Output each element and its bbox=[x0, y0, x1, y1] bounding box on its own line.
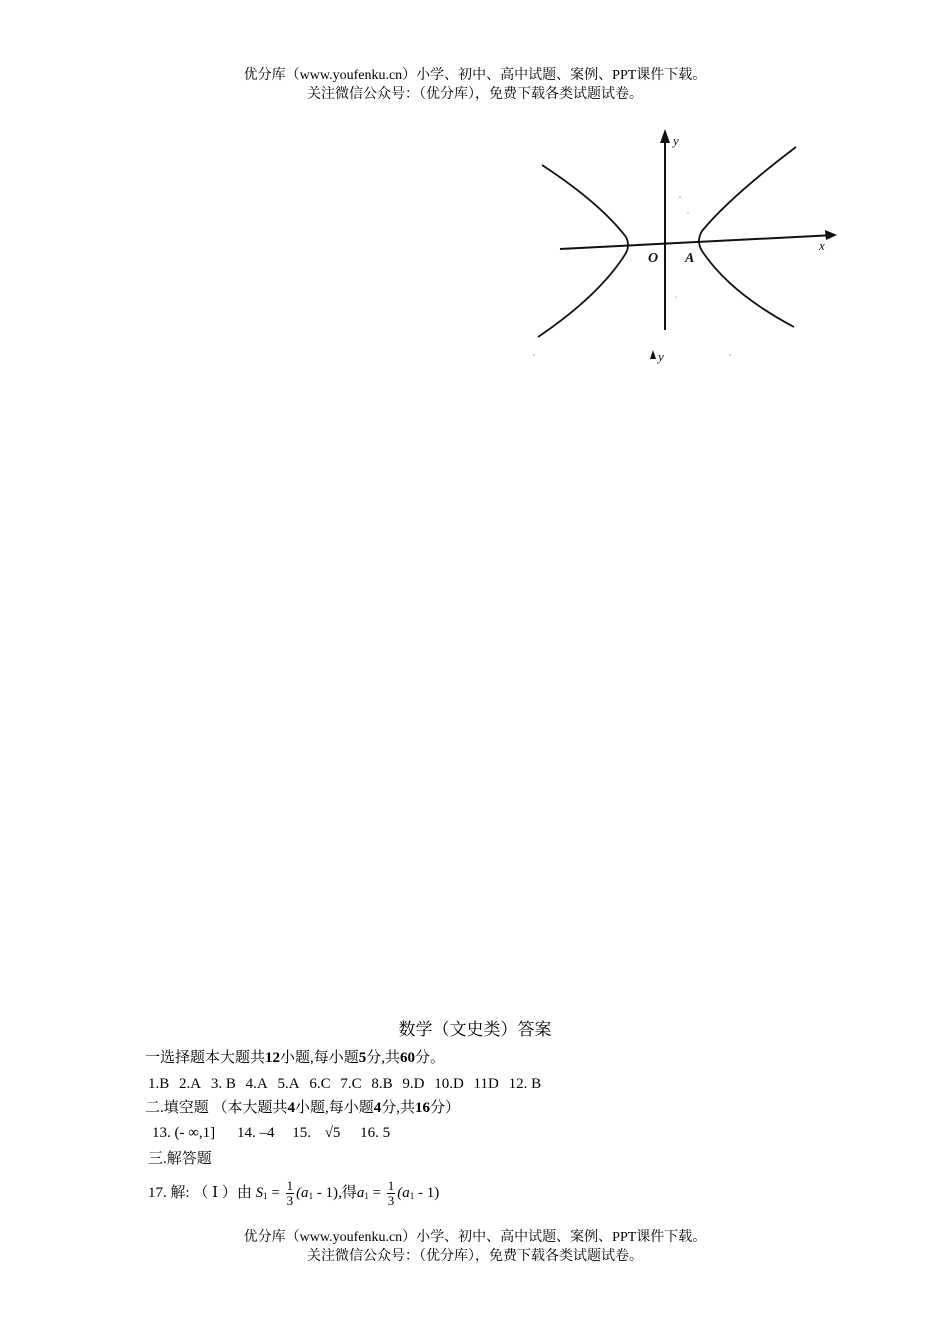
section-2-points-each: 4 bbox=[373, 1100, 382, 1116]
q17-frac-den: 3 bbox=[286, 1193, 294, 1209]
choice-answer: 12. B bbox=[508, 1076, 542, 1092]
footer-line-1: 优分库（www.youfenku.cn）小学、初中、高中试题、案例、PPT课件下载。 bbox=[243, 1230, 707, 1245]
choice-answer: 5.A bbox=[277, 1076, 300, 1092]
q17-a-var: a bbox=[356, 1185, 365, 1201]
q17-expr2-a: (a bbox=[397, 1185, 410, 1201]
q17-expr2-sub: 1 bbox=[409, 1191, 415, 1201]
section-1-points-each: 5 bbox=[358, 1050, 367, 1066]
fill-answers bbox=[152, 1123, 390, 1143]
section-2-text-c: 分,共 bbox=[381, 1100, 416, 1116]
choice-answers bbox=[148, 1074, 547, 1094]
x-axis bbox=[560, 235, 835, 249]
section-2-text-d: 分） bbox=[430, 1100, 461, 1116]
footer-line-2: 关注微信公众号：（优分库），免费下载各类试题试卷。 bbox=[307, 1249, 643, 1264]
q15-value: √5 bbox=[324, 1125, 341, 1141]
x-axis-label: x bbox=[819, 238, 825, 253]
point-a-label: A bbox=[685, 251, 695, 266]
section-2-text-a: 二.填空题 （本大题共 bbox=[145, 1100, 288, 1116]
choice-answer: 8.B bbox=[371, 1076, 393, 1092]
q17-eq: = bbox=[271, 1185, 280, 1201]
section-2-total: 16 bbox=[415, 1100, 431, 1116]
q13-label: 13. bbox=[152, 1125, 171, 1141]
q17-expr-end: - 1) bbox=[316, 1185, 339, 1201]
choice-answer: 4.A bbox=[245, 1076, 268, 1092]
q14-answer: 14. –4 bbox=[236, 1125, 275, 1141]
q17-s-var: S bbox=[255, 1185, 264, 1201]
q17-frac2-num: 1 bbox=[387, 1178, 395, 1194]
q17-s-sub: 1 bbox=[263, 1191, 268, 1201]
choice-answer: 10.D bbox=[434, 1076, 464, 1092]
q17-fraction bbox=[286, 1179, 295, 1208]
hyperbola-left-branch bbox=[538, 165, 628, 337]
q17-eq2: = bbox=[372, 1185, 382, 1201]
choice-answer: 11D bbox=[473, 1076, 499, 1092]
q17-expr-a: (a bbox=[296, 1185, 309, 1201]
section-3-heading: 三.解答题 bbox=[148, 1151, 212, 1167]
q17-intro: 17. 解: （ Ⅰ ）由 bbox=[148, 1185, 252, 1201]
q17-a-sub: 1 bbox=[364, 1191, 369, 1201]
choice-answer: 9.D bbox=[402, 1076, 425, 1092]
q17-expr2-end: - 1) bbox=[418, 1185, 440, 1201]
q17-fraction-2 bbox=[387, 1179, 396, 1208]
choice-answer: 3. B bbox=[210, 1076, 236, 1092]
section-1-text-d: 分。 bbox=[415, 1050, 446, 1066]
origin-label: O bbox=[648, 251, 659, 266]
choice-answer: 1.B bbox=[148, 1076, 170, 1092]
section-2-text-b: 小题,每小题 bbox=[295, 1100, 374, 1116]
x-axis-arrow bbox=[825, 230, 837, 240]
page-footer bbox=[0, 1228, 950, 1266]
q17-frac-num: 1 bbox=[286, 1178, 294, 1194]
q17-solution bbox=[148, 1176, 439, 1213]
q13-value: (- ∞,1] bbox=[174, 1125, 216, 1141]
section-1-count: 12 bbox=[265, 1050, 281, 1066]
choice-answer: 2.A bbox=[179, 1076, 202, 1092]
section-2-count: 4 bbox=[287, 1100, 296, 1116]
q16-answer: 16. 5 bbox=[360, 1125, 391, 1141]
y-axis-label: y bbox=[673, 133, 679, 148]
section-2-heading bbox=[145, 1098, 460, 1118]
q17-frac2-den: 3 bbox=[387, 1193, 395, 1209]
bottom-arrow-mark bbox=[650, 350, 656, 359]
section-1-heading bbox=[145, 1048, 445, 1068]
header-line-1: 优分库（www.youfenku.cn）小学、初中、高中试题、案例、PPT课件下载。 bbox=[243, 68, 707, 83]
choice-answer: 7.C bbox=[340, 1076, 362, 1092]
section-1-text-b: 小题,每小题 bbox=[280, 1050, 359, 1066]
page-header bbox=[0, 66, 950, 104]
choice-answer: 6.C bbox=[309, 1076, 331, 1092]
hyperbola-figure bbox=[530, 125, 850, 365]
section-1-total: 60 bbox=[400, 1050, 416, 1066]
answers-title: 数学（文史类）答案 bbox=[398, 1020, 552, 1039]
header-line-2: 关注微信公众号：（优分库），免费下载各类试题试卷。 bbox=[307, 87, 643, 102]
y-axis-arrow bbox=[660, 129, 670, 143]
section-1-text-c: 分,共 bbox=[366, 1050, 401, 1066]
bottom-axis-label: y bbox=[658, 349, 664, 364]
q15-label: 15. bbox=[292, 1125, 311, 1141]
q17-mid: ,得 bbox=[338, 1185, 357, 1201]
q17-expr-sub: 1 bbox=[308, 1191, 314, 1201]
section-1-text-a: 一选择题本大题共 bbox=[145, 1050, 266, 1066]
